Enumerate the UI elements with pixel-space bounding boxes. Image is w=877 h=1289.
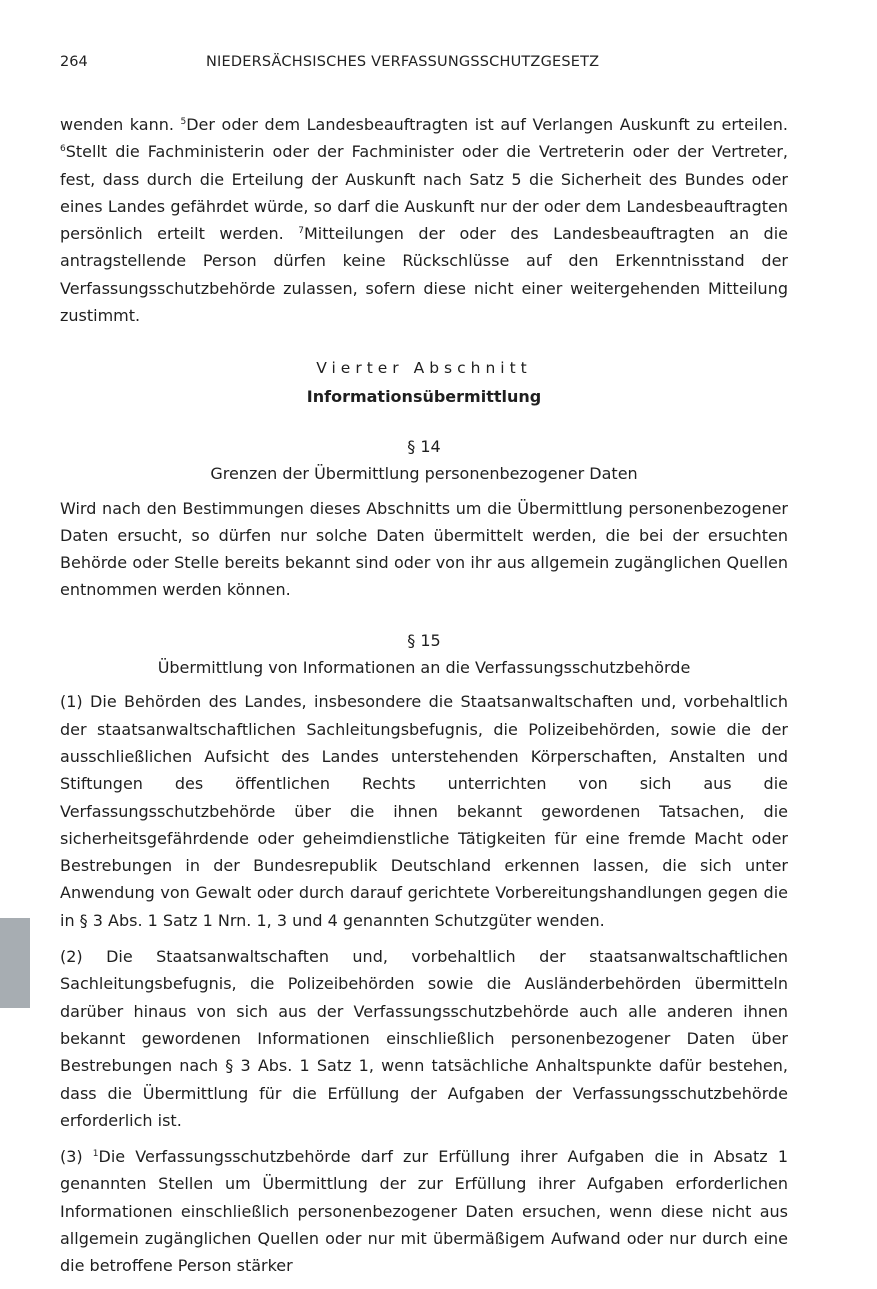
paragraph-15-title: Übermittlung von Informationen an die Verfassungsschutzbehörde bbox=[157, 658, 691, 678]
intro-text-3: Stellt die Fachministerin oder der Fachminister oder die Vertreterin oder der Vertreter, fest, dass durch die Erteilung der Auskunft nach Satz 5 die Sicherheit des Bundes oder eines Landes gefährdet würde, so darf die Auskunft nur der oder dem Landesbeauftragten persönlich erteilt werden. bbox=[60, 142, 788, 244]
absatz-3-text: Die Verfassungsschutzbehörde darf zur Erfüllung ihrer Aufgaben die in Absatz 1 genannten Stellen um Übermittlung der zur Erfüllung ihrer Aufgaben erforderlichen Informationen einschließlich personenbezogener Daten ersuchen, wenn diese nicht aus allgemein zugänglichen Quellen oder nur mit übermäßigem Aufwand oder nur durch eine die betroffene Person stärker bbox=[60, 1147, 789, 1276]
paragraph-14-title: Grenzen der Übermittlung personenbezogener Daten bbox=[210, 464, 638, 484]
paragraph-15-absatz-3 bbox=[60, 1143, 788, 1279]
intro-text-1: wenden kann. bbox=[60, 115, 181, 134]
sentence-number: 1 bbox=[92, 1149, 99, 1160]
chapter-tab-marker bbox=[0, 918, 30, 1008]
intro-text-4: Mitteilungen der oder des Landesbeauftragten an die antragstellende Person dürfen keine Rückschlüsse auf den Erkenntnisstand der Verfassungsschutzbehörde zulassen, sofern diese nicht einer weitergehenden Mitteilung zustimmt. bbox=[60, 224, 789, 326]
sentence-number: 5 bbox=[180, 117, 187, 127]
running-title: NIEDERSÄCHSISCHES VERFASSUNGSSCHUTZGESETZ bbox=[206, 54, 600, 70]
page-number: 264 bbox=[60, 54, 88, 70]
paragraph-14-number: § 14 bbox=[407, 436, 441, 456]
paragraph-15-absatz-1: (1) Die Behörden des Landes, insbesondere die Staatsanwaltschaften und, vorbehaltlich der staatsanwaltschaftlichen Sachleitungsbefugnis, die Polizeibehörden, sowie die der ausschließlichen Aufsicht des Landes unterstehenden Körperschaften, Anstalten und Stiftungen des öffentlichen Rechts unterrichten von sich aus die Verfassungsschutzbehörde über die ihnen bekannt gewordenen Tatsachen, die sicherheitsgefährdende oder geheimdienstliche Tätigkeiten für eine fremde Macht oder Bestrebungen in der Bundesrepublik Deutschland erkennen lassen, die sich unter Anwendung von Gewalt oder durch darauf gerichtete Vorbereitungshandlungen gegen die in § 3 Abs. 1 Satz 1 Nrn. 1, 3 und 4 genannten Schutzgüter wenden. bbox=[60, 692, 788, 930]
page-content bbox=[60, 111, 788, 1289]
section-label: Vierter Abschnitt bbox=[316, 359, 532, 378]
page-header bbox=[60, 54, 800, 78]
section-title: Informationsübermittlung bbox=[306, 386, 542, 406]
sentence-number: 6 bbox=[60, 144, 66, 155]
paragraph-15-number: § 15 bbox=[407, 630, 441, 650]
intro-text-2: Der oder dem Landesbeauftragten ist auf Verlangen Auskunft zu erteilen. bbox=[186, 115, 788, 134]
sentence-number: 7 bbox=[298, 226, 304, 237]
intro-paragraph bbox=[60, 111, 788, 329]
absatz-3-prefix: (3) bbox=[60, 1147, 93, 1167]
paragraph-14-text: Wird nach den Bestimmungen dieses Abschnitts um die Übermittlung personenbezogener Daten ersucht, so dürfen nur solche Daten übermittelt werden, die bei der ersuchten Behörde oder Stelle bereits bekannt sind oder von ihr aus allgemein zugänglichen Quellen entnommen werden können. bbox=[60, 498, 788, 600]
paragraph-15-absatz-2: (2) Die Staatsanwaltschaften und, vorbehaltlich der staatsanwaltschaftlichen Sachleitungsbefugnis, die Polizeibehörden sowie die Ausländerbehörden übermitteln darüber hinaus von sich aus der Verfassungsschutzbehörde auch alle anderen ihnen bekannt gewordenen Informationen einschließlich personenbezogener Daten über Bestrebungen nach § 3 Abs. 1 Satz 1, wenn tatsächliche Anhaltspunkte dafür bestehen, dass die Übermittlung für die Erfüllung der Aufgaben der Verfassungsschutzbehörde erforderlich ist. bbox=[60, 947, 788, 1130]
